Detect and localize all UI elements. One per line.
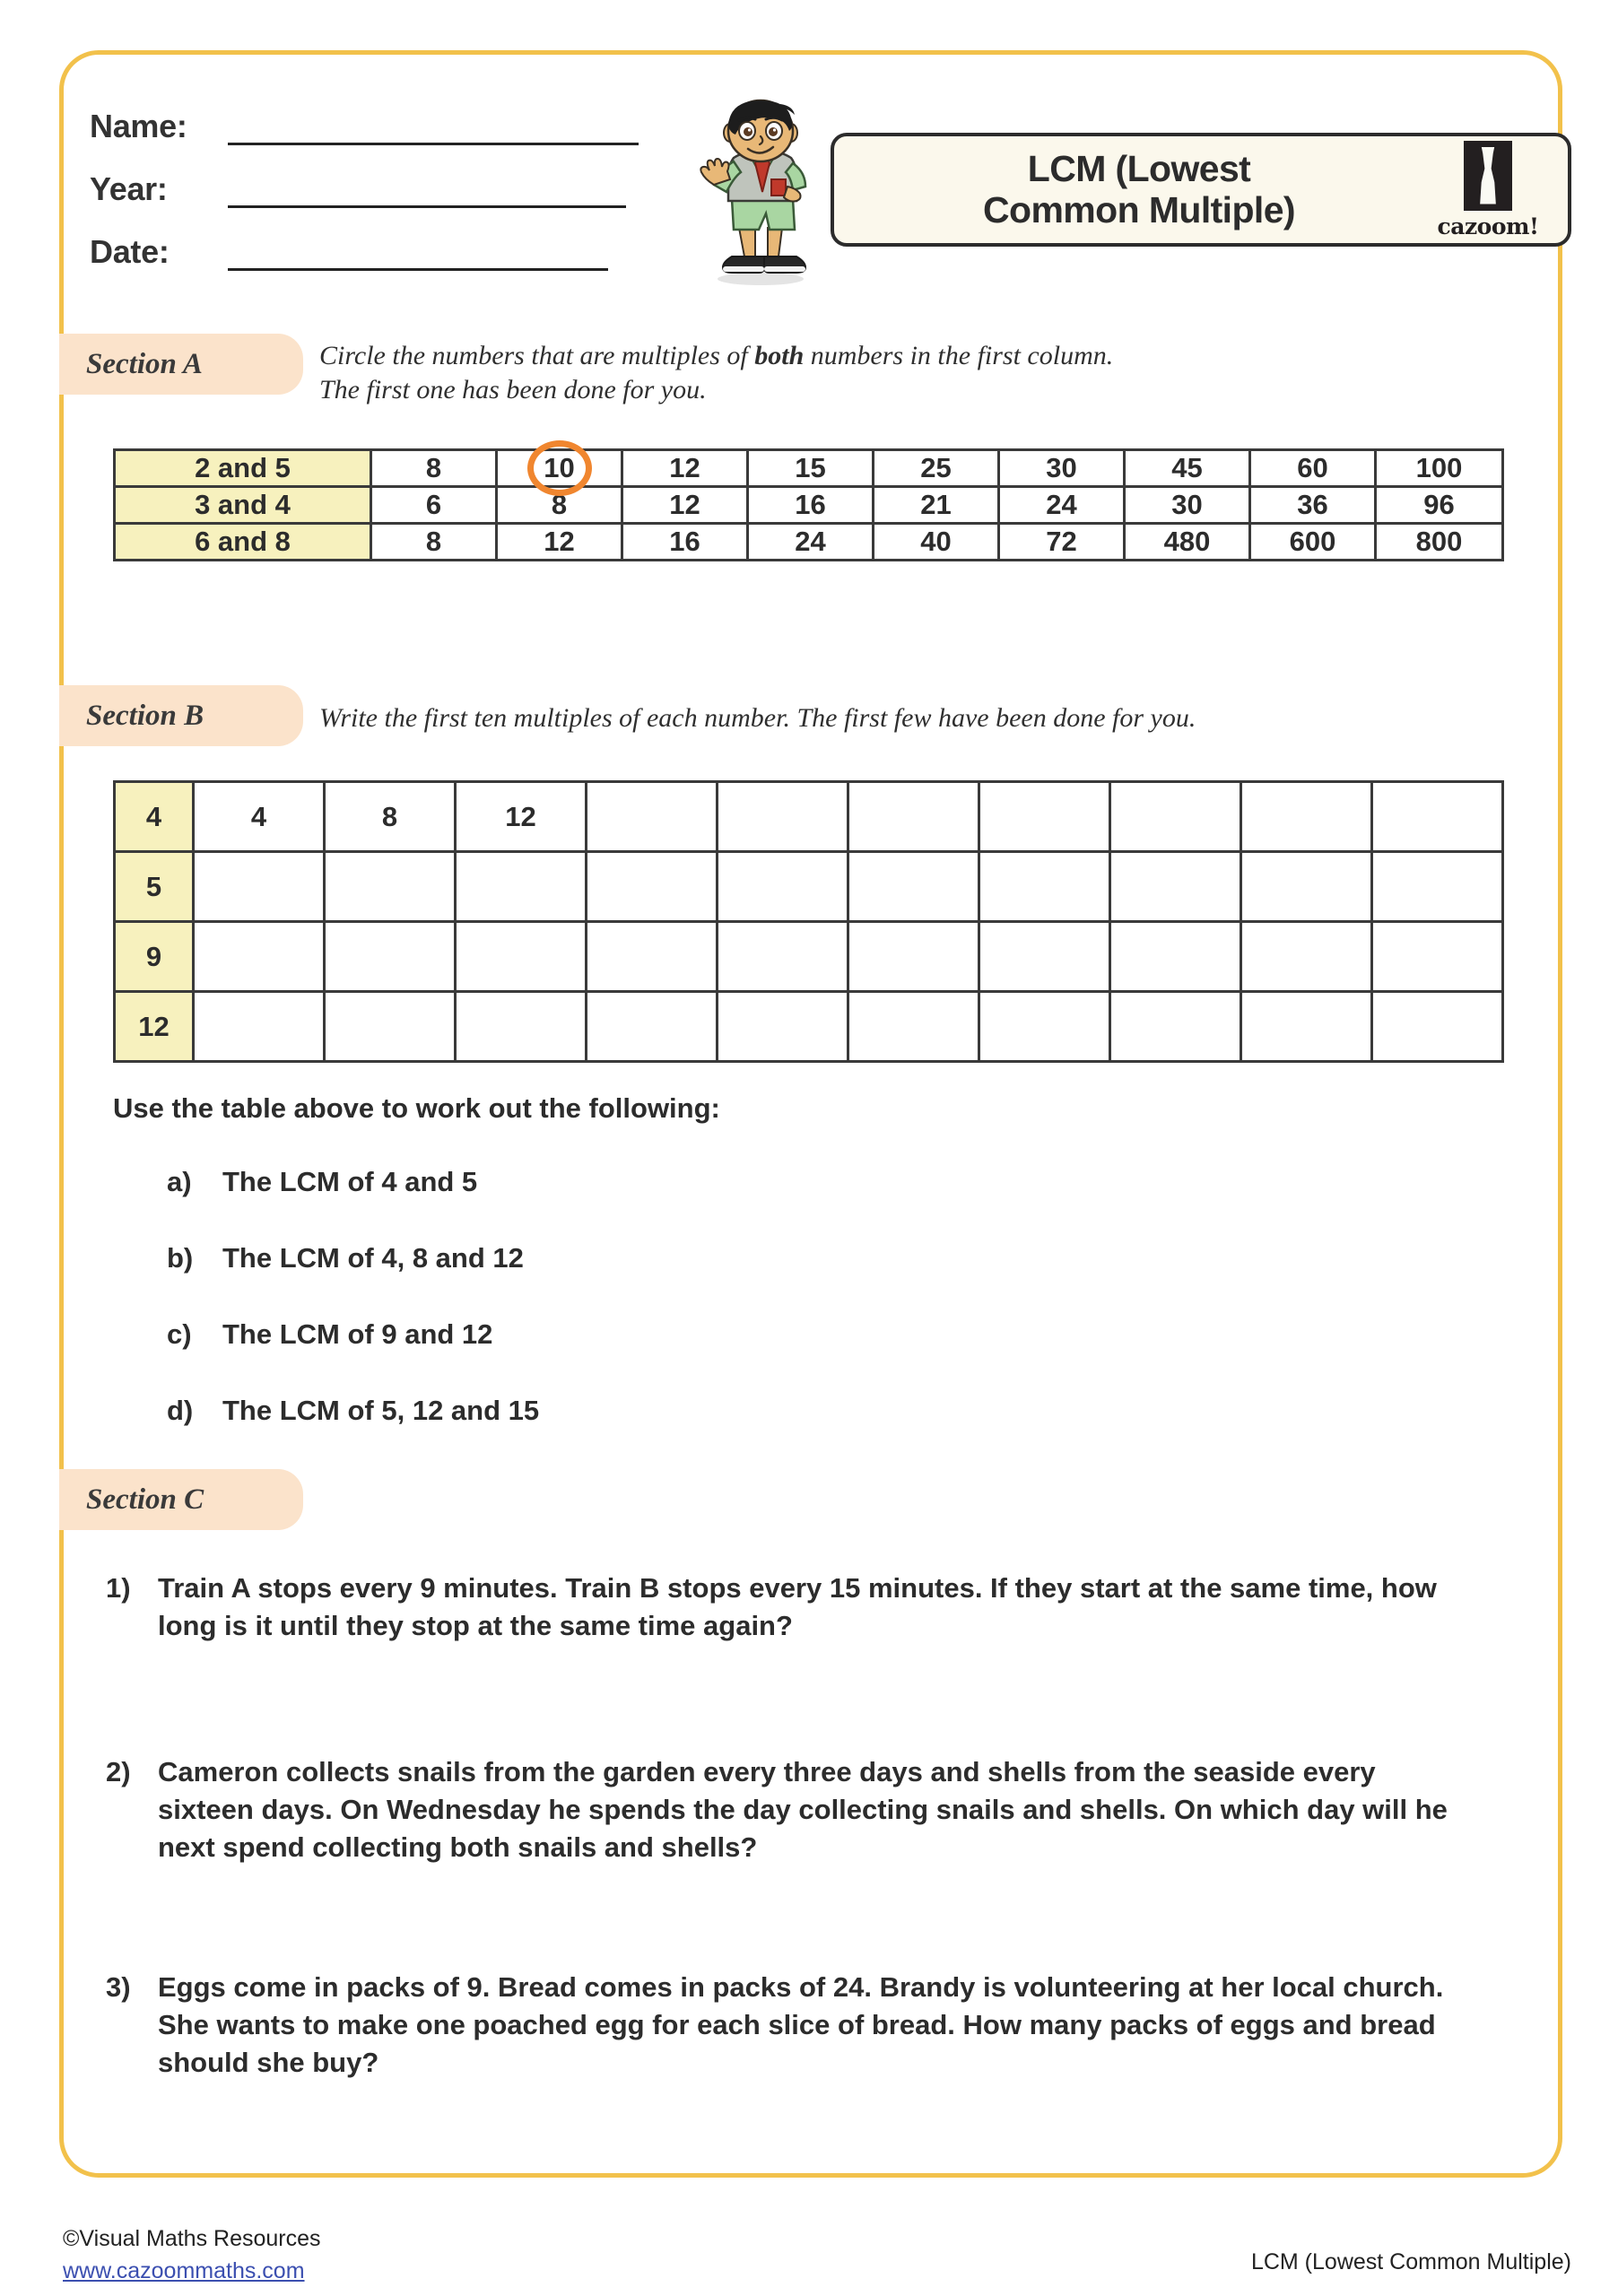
word-problem-2-text: Cameron collects snails from the garden every three days and shells from the seaside every sixteen days. On Wednesday he spends the day collecting snails and shells. On which day will he next spend collecting both snails and shells? (158, 1756, 1448, 1864)
name-input-line[interactable] (228, 116, 639, 145)
cazoommaths-link[interactable]: www.cazoommaths.com (63, 2258, 305, 2284)
date-input-line[interactable] (228, 241, 608, 271)
cell[interactable]: 8 (371, 524, 497, 561)
cell[interactable]: 6 (371, 487, 497, 524)
question-b (167, 1242, 524, 1274)
instr-a-bold: both (754, 341, 805, 370)
worksheet-title-box (831, 133, 1571, 247)
section-a-table (113, 448, 1504, 561)
table-row (115, 992, 1503, 1062)
section-a-instruction-line1 (319, 339, 1512, 373)
section-a-instruction-line2: The first one has been done for you. (319, 375, 707, 405)
question-a-marker: a) (167, 1166, 192, 1197)
name-label: Name: (90, 108, 187, 144)
table-row (115, 852, 1503, 922)
year-label: Year: (90, 170, 168, 207)
cell[interactable] (1372, 922, 1503, 992)
cell[interactable] (718, 782, 848, 852)
cell-circled[interactable] (497, 450, 622, 487)
question-a-text: The LCM of 4 and 5 (222, 1166, 478, 1197)
row-head: 9 (115, 922, 194, 992)
cell[interactable] (1241, 922, 1372, 992)
cell[interactable]: 72 (999, 524, 1125, 561)
cell[interactable] (1241, 782, 1372, 852)
date-label: Date: (90, 233, 170, 270)
cell[interactable]: 45 (1125, 450, 1250, 487)
footer-left (63, 2222, 321, 2288)
cell[interactable]: 800 (1376, 524, 1503, 561)
cell[interactable] (456, 992, 587, 1062)
section-c-pill (59, 1469, 303, 1530)
cell[interactable]: 15 (748, 450, 874, 487)
word-problem-2 (106, 1753, 1458, 1866)
page-title (834, 149, 1421, 231)
cell[interactable] (979, 782, 1110, 852)
cell[interactable]: 8 (371, 450, 497, 487)
word-problem-1-marker: 1) (106, 1572, 131, 1604)
instr-a-post: numbers in the first column. (804, 341, 1114, 370)
section-b-table (113, 780, 1504, 1063)
cell[interactable] (1372, 852, 1503, 922)
cell[interactable]: 12 (497, 524, 622, 561)
vase-shape (1476, 147, 1500, 204)
section-a-instruction (319, 339, 1512, 408)
cell-prefilled[interactable]: 8 (325, 782, 456, 852)
cell[interactable] (587, 992, 718, 1062)
copyright-text: ©Visual Maths Resources (63, 2226, 321, 2251)
section-c-label: Section C (86, 1483, 204, 1516)
cell[interactable]: 8 (497, 487, 622, 524)
cell[interactable] (587, 922, 718, 992)
cell[interactable] (848, 782, 979, 852)
cell[interactable] (848, 992, 979, 1062)
cell[interactable] (1110, 992, 1241, 1062)
cell[interactable] (194, 852, 325, 922)
question-c (167, 1318, 492, 1351)
question-b-marker: b) (167, 1242, 194, 1274)
cell[interactable]: 21 (874, 487, 999, 524)
row-head: 3 and 4 (115, 487, 371, 524)
footer-topic-label: LCM (Lowest Common Multiple) (1250, 2249, 1571, 2274)
word-problem-1 (106, 1570, 1458, 1645)
cell[interactable] (1110, 852, 1241, 922)
row-head: 5 (115, 852, 194, 922)
cell[interactable]: 24 (748, 524, 874, 561)
date-field-row (90, 230, 646, 271)
row-head: 2 and 5 (115, 450, 371, 487)
row-head: 6 and 8 (115, 524, 371, 561)
question-b-text: The LCM of 4, 8 and 12 (222, 1242, 524, 1274)
table-row (115, 487, 1503, 524)
cazoom-logo (1421, 141, 1568, 239)
cell[interactable] (194, 922, 325, 992)
cell[interactable] (1241, 992, 1372, 1062)
section-a-label: Section A (86, 347, 203, 380)
cell[interactable]: 16 (622, 524, 748, 561)
cell[interactable] (979, 922, 1110, 992)
cell[interactable]: 25 (874, 450, 999, 487)
row-head: 12 (115, 992, 194, 1062)
cell[interactable] (194, 992, 325, 1062)
cazoom-vase-icon (1464, 141, 1512, 211)
cazoom-wordmark: cazoom! (1437, 213, 1539, 239)
student-details-block (90, 104, 646, 292)
cell[interactable] (1372, 992, 1503, 1062)
cell[interactable]: 30 (999, 450, 1125, 487)
question-a (167, 1166, 477, 1198)
section-b-table-body (115, 782, 1503, 1062)
cell[interactable] (848, 922, 979, 992)
worksheet-header (59, 50, 1562, 283)
cell[interactable] (456, 852, 587, 922)
cell[interactable] (456, 922, 587, 992)
cell[interactable]: 12 (622, 487, 748, 524)
cell[interactable]: 96 (1376, 487, 1503, 524)
cell[interactable]: 60 (1250, 450, 1376, 487)
word-problem-1-text: Train A stops every 9 minutes. Train B stops every 15 minutes. If they start at the same time, how long is it until they stop at the same time again? (158, 1572, 1437, 1642)
table-row (115, 922, 1503, 992)
year-input-line[interactable] (228, 178, 626, 208)
section-b-label: Section B (86, 699, 204, 732)
cell[interactable] (718, 852, 848, 922)
cell[interactable] (587, 852, 718, 922)
cell[interactable]: 12 (622, 450, 748, 487)
row-head: 4 (115, 782, 194, 852)
use-table-instruction: Use the table above to work out the following: (113, 1092, 720, 1124)
cell[interactable]: 24 (999, 487, 1125, 524)
word-problem-3-text: Eggs come in packs of 9. Bread comes in packs of 24. Brandy is volunteering at her local church. She wants to make one poached egg for each slice of bread. How many packs of eggs and bread should she buy? (158, 1971, 1444, 2079)
table-row (115, 782, 1503, 852)
cell[interactable]: 100 (1376, 450, 1503, 487)
section-a-table-body (115, 450, 1503, 561)
page-title-line1: LCM (Lowest (1027, 147, 1251, 189)
cell[interactable] (1241, 852, 1372, 922)
name-field-row (90, 104, 646, 145)
cell[interactable] (587, 782, 718, 852)
schoolboy-mascot-icon (682, 93, 834, 286)
table-row (115, 524, 1503, 561)
cell[interactable]: 16 (748, 487, 874, 524)
cell[interactable] (1110, 922, 1241, 992)
cell[interactable] (325, 922, 456, 992)
cell[interactable] (1372, 782, 1503, 852)
word-problem-3 (106, 1969, 1458, 2082)
cell[interactable]: 36 (1250, 487, 1376, 524)
cell[interactable] (979, 852, 1110, 922)
cell[interactable] (325, 992, 456, 1062)
cell[interactable]: 480 (1125, 524, 1250, 561)
instr-a-pre: Circle the numbers that are multiples of (319, 341, 755, 370)
cell[interactable] (718, 992, 848, 1062)
question-d (167, 1395, 539, 1427)
question-d-marker: d) (167, 1395, 194, 1426)
table-row (115, 450, 1503, 487)
cell[interactable]: 40 (874, 524, 999, 561)
question-d-text: The LCM of 5, 12 and 15 (222, 1395, 540, 1426)
cell[interactable] (848, 852, 979, 922)
cell[interactable]: 30 (1125, 487, 1250, 524)
cell[interactable] (1110, 782, 1241, 852)
cell[interactable] (718, 922, 848, 992)
cell-prefilled[interactable]: 4 (194, 782, 325, 852)
question-c-text: The LCM of 9 and 12 (222, 1318, 493, 1350)
word-problem-2-marker: 2) (106, 1756, 131, 1787)
cell-value: 10 (544, 452, 575, 483)
section-a-pill (59, 334, 303, 395)
section-b-pill (59, 685, 303, 746)
word-problem-3-marker: 3) (106, 1971, 131, 2003)
question-c-marker: c) (167, 1318, 192, 1350)
cell[interactable]: 600 (1250, 524, 1376, 561)
cell[interactable] (979, 992, 1110, 1062)
page-title-line2: Common Multiple) (983, 188, 1295, 230)
cell[interactable] (325, 852, 456, 922)
year-field-row (90, 167, 646, 208)
section-b-instruction: Write the first ten multiples of each number. The first few have been done for you. (319, 703, 1196, 733)
cell-prefilled[interactable]: 12 (456, 782, 587, 852)
